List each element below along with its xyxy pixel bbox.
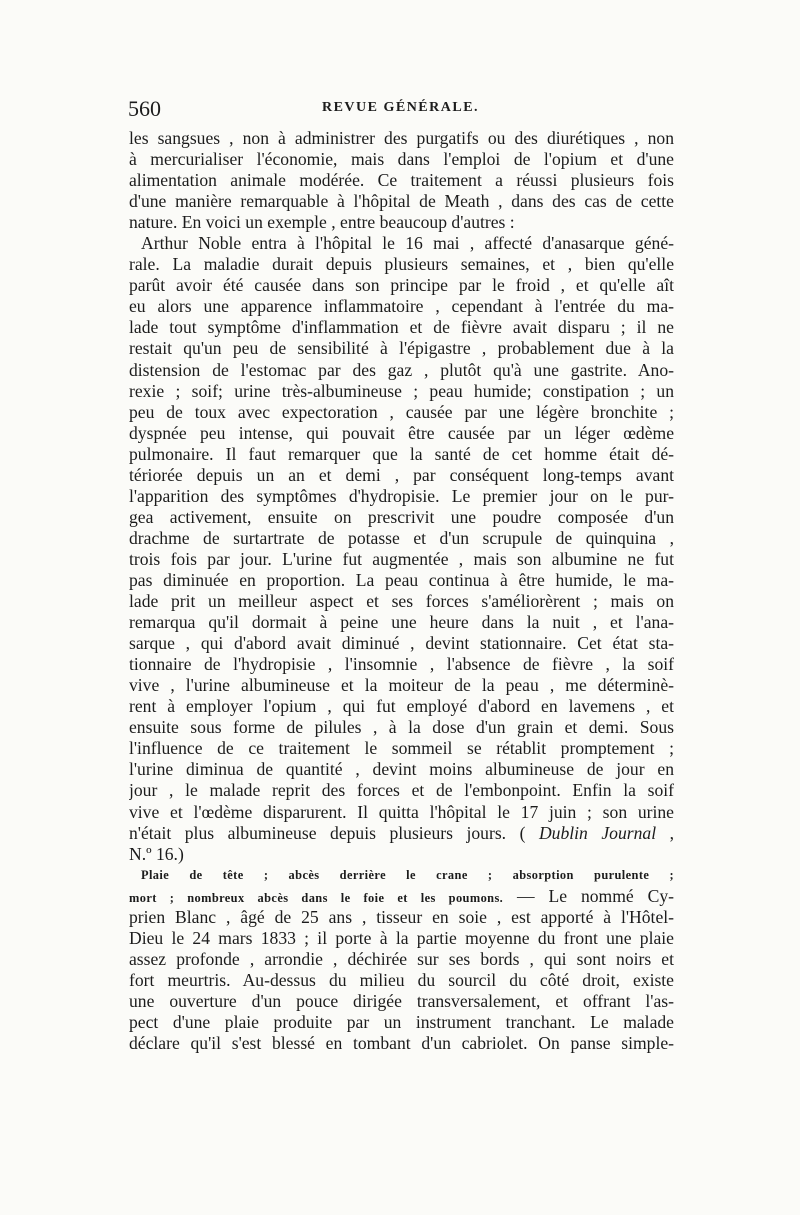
text-line: vive , l'urine albumineuse et la moiteur de la peau , me déterminè- (129, 675, 674, 696)
text-line: remarqua qu'il dormait à peine une heure dans la nuit , et l'ana- (129, 612, 674, 633)
text-line: restait qu'un peu de sensibilité à l'épigastre , probablement due à la (129, 338, 674, 359)
section-heading-part: mort ; nombreux abcès dans le foie et les poumons. (129, 890, 504, 905)
text-line: assez profonde , arrondie , déchirée sur ses bords , qui sont noirs et (129, 948, 674, 969)
text-line: N.º 16.) (129, 843, 184, 864)
text-line: trois fois par jour. L'urine fut augmentée , mais son albumine ne fut (129, 548, 674, 569)
journal-name: Dublin Journal (538, 822, 657, 843)
text-line: peu de toux avec expectoration , causée par une légère bronchite ; (129, 401, 674, 422)
text-line: l'apparition des symptômes d'hydropisie. Le premier jour on le pur- (129, 485, 674, 506)
text-line: rent à employer l'opium , qui fut employé d'abord en lavemens , et (129, 696, 674, 717)
text-line: fort meurtris. Au-dessus du milieu du sourcil du côté droit, existe (129, 969, 674, 990)
text-line: pect d'une plaie produite par un instrument tranchant. Le malade (129, 1011, 674, 1032)
text-line: d'une manière remarquable à l'hôpital de Meath , dans des cas de cette (129, 191, 674, 212)
text-line: une ouverture d'un pouce dirigée transversalement, et offrant l'as- (129, 990, 674, 1011)
text-line: parût avoir été causée dans son principe par le froid , et qu'elle aît (129, 275, 674, 296)
text-line: drachme de surtartrate de potasse et d'un scrupule de quinquina , (129, 527, 674, 548)
text-line: l'influence de ce traitement le sommeil se rétablit promptement ; (129, 738, 674, 759)
text-line: les sangsues , non à administrer des purgatifs ou des diurétiques , non (129, 128, 674, 148)
text-line: à mercurialiser l'économie, mais dans l'emploi de l'opium et d'une (129, 149, 674, 170)
section-heading-continued (129, 886, 674, 907)
citation-line (129, 823, 674, 844)
text-line: tionnaire de l'hydropisie , l'insomnie , l'absence de fièvre , la soif (129, 654, 674, 675)
text-line: nature. En voici un exemple , entre beaucoup d'autres : (129, 212, 515, 233)
text-line: pas diminuée en proportion. La peau continua à être humide, le ma- (129, 569, 674, 590)
text-line: rale. La maladie durait depuis plusieurs semaines, et , bien qu'elle (129, 254, 674, 275)
text-line: Arthur Noble entra à l'hôpital le 16 mai , affecté d'anasarque géné- (141, 233, 674, 254)
text-line: lade prit un meilleur aspect et ses forces s'améliorèrent ; mais on (129, 591, 674, 612)
text-line: alimentation animale modérée. Ce traitement a réussi plusieurs fois (129, 170, 674, 191)
body-text (129, 128, 674, 1054)
citation-trail: , (656, 822, 674, 843)
page-number: 560 (128, 96, 161, 121)
text-line: jour , le malade reprit des forces et de l'embonpoint. Enfin la soif (129, 780, 674, 801)
running-head: REVUE GÉNÉRALE. (321, 100, 480, 115)
text-line: Dieu le 24 mars 1833 ; il porte à la partie moyenne du front une plaie (129, 927, 674, 948)
text-line: déclare qu'il s'est blessé en tombant d'un cabriolet. On panse simple- (129, 1033, 674, 1054)
text-line: vive et l'œdème disparurent. Il quitta l'hôpital le 17 juin ; son urine (129, 801, 674, 822)
text-line: l'urine diminua de quantité , devint moins albumineuse de jour en (129, 759, 674, 780)
text-line: lade tout symptôme d'inflammation et de fièvre avait disparu ; il ne (129, 317, 674, 338)
text-line: dyspnée peu intense, qui pouvait être causée par un léger œdème (129, 422, 674, 443)
text-line: prien Blanc , âgé de 25 ans , tisseur en soie , est apporté à l'Hôtel- (129, 906, 674, 927)
text-line: distension de l'estomac par des gaz , plutôt qu'à une gastrite. Ano- (129, 359, 674, 380)
page-header (128, 96, 673, 122)
text-line: tériorée depuis un an et demi , par conséquent long-temps avant (129, 464, 674, 485)
section-heading: Plaie de tête ; abcès derrière le crane ; absorption purulente ; (141, 867, 674, 882)
text-line: gea activement, ensuite on prescrivit une poudre composée d'un (129, 506, 674, 527)
text-line: rexie ; soif; urine très-albumineuse ; peau humide; constipation ; un (129, 380, 674, 401)
text-line: pulmonaire. Il faut remarquer que la santé de cet homme était dé- (129, 443, 674, 464)
text-line: sarque , qui d'abord avait diminué , devint stationnaire. Cet état sta- (129, 633, 674, 654)
citation-lead: n'était plus albumineuse depuis plusieurs jours. ( (129, 822, 526, 843)
text-line: ensuite sous forme de pilules , à la dose d'un grain et demi. Sous (129, 717, 674, 738)
text-line: eu alors une apparence inflammatoire , cependant à l'entrée du ma- (129, 296, 674, 317)
section-text-start: — Le nommé Cy- (503, 885, 674, 906)
